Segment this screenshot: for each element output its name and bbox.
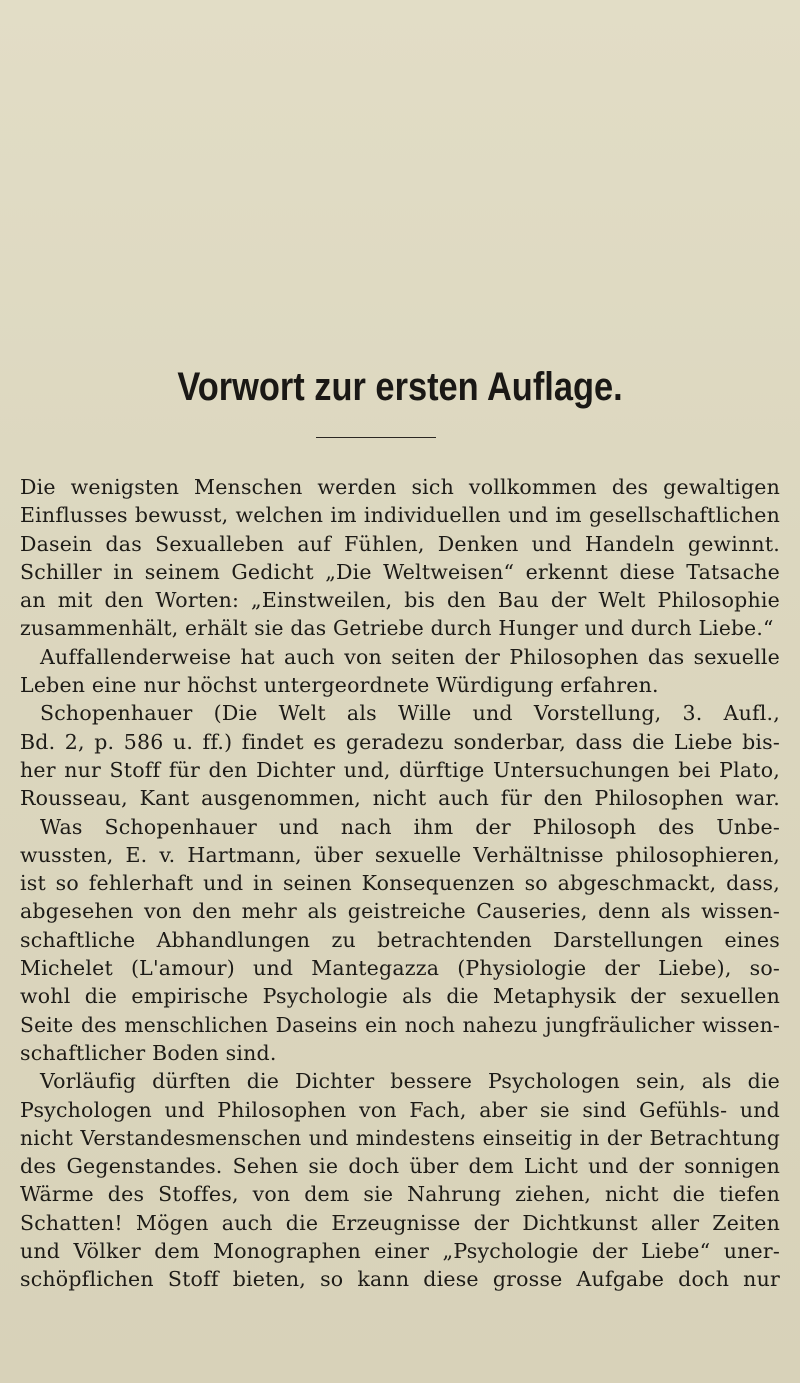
- text-line: Bd. 2, p. 586 u. ff.) findet es geradezu sonderbar, dass die Liebe bis-: [20, 729, 780, 754]
- text-line: Dasein das Sexualleben auf Fühlen, Denken und Handeln gewinnt.: [20, 531, 780, 556]
- text-line: schöpflichen Stoff bieten, so kann diese grosse Aufgabe doch nur: [20, 1267, 780, 1292]
- text-line: Einflusses bewusst, welchen im individuellen und im gesellschaftlichen: [20, 503, 780, 528]
- text-line: Psychologen und Philosophen von Fach, aber sie sind Gefühls- und: [20, 1097, 780, 1122]
- text-line: Schopenhauer (Die Welt als Wille und Vorstellung, 3. Aufl.,: [40, 701, 780, 726]
- text-line: Wärme des Stoffes, von dem sie Nahrung ziehen, nicht die tiefen: [20, 1182, 780, 1207]
- text-line: Die wenigsten Menschen werden sich vollkommen des gewaltigen: [20, 475, 780, 499]
- text-line: Rousseau, Kant ausgenommen, nicht auch für den Philosophen war.: [20, 786, 780, 811]
- text-line: und Völker dem Monographen einer „Psychologie der Liebe“ uner-: [20, 1239, 780, 1264]
- text-line: Schatten! Mögen auch die Erzeugnisse der Dichtkunst aller Zeiten: [20, 1210, 780, 1235]
- text-line: an mit den Worten: „Einstweilen, bis den Bau der Welt Philosophie: [20, 588, 780, 613]
- body-text: [20, 473, 780, 1294]
- text-line: Vorläufig dürften die Dichter bessere Psychologen sein, als die: [40, 1069, 780, 1094]
- text-line: her nur Stoff für den Dichter und, dürftige Untersuchungen bei Plato,: [20, 757, 780, 782]
- text-line: wohl die empirische Psychologie als die Metaphysik der sexuellen: [20, 984, 780, 1009]
- text-line: Was Schopenhauer und nach ihm der Philosoph des Unbe-: [40, 814, 780, 839]
- text-line: schaftlicher Boden sind.: [20, 1040, 277, 1065]
- text-line: Michelet (L'amour) und Mantegazza (Physiologie der Liebe), so-: [20, 956, 780, 981]
- text-line: abgesehen von den mehr als geistreiche Causeries, denn als wissen-: [20, 899, 780, 924]
- text-line: nicht Verstandesmenschen und mindestens einseitig in der Betrachtung: [20, 1125, 780, 1150]
- text-line: schaftliche Abhandlungen zu betrachtenden Darstellungen eines: [20, 927, 780, 952]
- text-line: wussten, E. v. Hartmann, über sexuelle Verhältnisse philosophieren,: [20, 842, 780, 867]
- text-line: Auffallenderweise hat auch von seiten der Philosophen das sexuelle: [40, 644, 780, 669]
- text-line: Seite des menschlichen Daseins ein noch nahezu jungfräulicher wissen-: [20, 1012, 780, 1037]
- text-line: ist so fehlerhaft und in seinen Konsequenzen so abgeschmackt, dass,: [20, 871, 780, 896]
- page-title: Vorwort zur ersten Auflage.: [177, 365, 623, 409]
- text-line: Schiller in seinem Gedicht „Die Weltweisen“ erkennt diese Tatsache: [20, 559, 780, 584]
- text-line: des Gegenstandes. Sehen sie doch über dem Licht und der sonnigen: [20, 1154, 780, 1179]
- text-line: Leben eine nur höchst untergeordnete Würdigung erfahren.: [20, 673, 659, 698]
- text-line: zusammenhält, erhält sie das Getriebe durch Hunger und durch Liebe.“: [20, 616, 774, 641]
- title-divider: [316, 437, 436, 438]
